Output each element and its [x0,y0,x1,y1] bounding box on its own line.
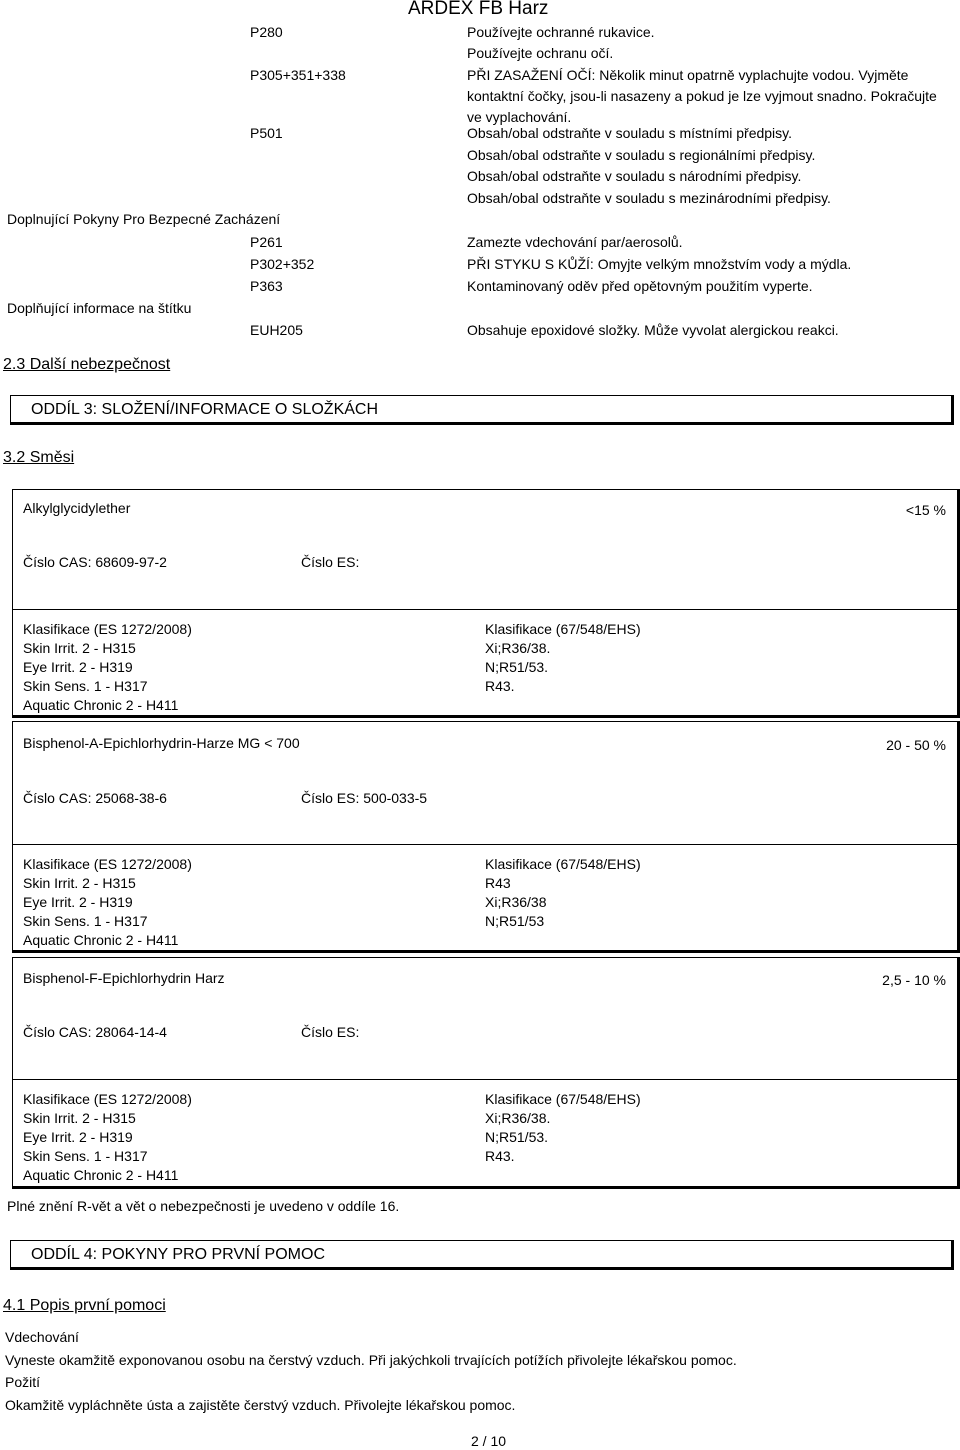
es-number: Číslo ES: [301,554,360,570]
precaution-text: Obsah/obal odstraňte v souladu s místními předpisy. [467,125,793,141]
supplementary-code: P261 [250,234,283,250]
precaution-text: kontaktní čočky, jsou-li nasazeny a pokud je lze vyjmout snadno. Pokračujte [467,88,937,104]
precaution-code: P501 [250,125,283,141]
clp-item: Aquatic Chronic 2 - H411 [23,697,179,713]
page-number: 2 / 10 [471,1433,507,1449]
dsd-item: R43. [485,678,515,694]
mixtures-heading: 3.2 Směsi [3,449,75,466]
precaution-text: Používejte ochranné rukavice. [467,24,655,40]
dsd-item: Xi;R36/38. [485,640,551,656]
document-title: ARDEX FB Harz [408,0,549,19]
precaution-text: Obsah/obal odstraňte v souladu s regionálními předpisy. [467,147,816,163]
dsd-item: Xi;R36/38 [485,894,547,910]
clp-heading: Klasifikace (ES 1272/2008) [23,856,192,872]
substance-name: Alkylglycidylether [23,500,131,516]
dsd-item: Xi;R36/38. [485,1110,551,1126]
precaution-code: P305+351+338 [250,67,346,83]
label-info-text: Obsahuje epoxidové složky. Může vyvolat alergickou reakci. [467,322,839,338]
inhalation-label: Vdechování [5,1329,79,1345]
precaution-text: Obsah/obal odstraňte v souladu s národními předpisy. [467,168,802,184]
clp-item: Eye Irrit. 2 - H319 [23,894,133,910]
clp-item: Skin Irrit. 2 - H315 [23,875,136,891]
clp-item: Aquatic Chronic 2 - H411 [23,1167,179,1183]
substance-percent: 2,5 - 10 % [882,972,946,988]
label-info-label: Doplňující informace na štítku [7,300,192,316]
clp-item: Eye Irrit. 2 - H319 [23,659,133,675]
substance-percent: 20 - 50 % [886,737,946,753]
precaution-code: P280 [250,24,283,40]
section-4-title: ODDÍL 4: POKYNY PRO PRVNÍ POMOC [31,1246,325,1263]
label-info-code: EUH205 [250,322,303,338]
dsd-item: N;R51/53. [485,1129,549,1145]
clp-item: Aquatic Chronic 2 - H411 [23,932,179,948]
section-3-title: ODDÍL 3: SLOŽENÍ/INFORMACE O SLOŽKÁCH [31,401,379,418]
precaution-text: ve vyplachování. [467,109,572,125]
clp-item: Skin Sens. 1 - H317 [23,913,148,929]
supplementary-text: PŘI STYKU S KŮŽÍ: Omyjte velkým množstvím vody a mýdla. [467,256,852,272]
supplementary-text: Zamezte vdechování par/aerosolů. [467,234,683,250]
supplementary-label: Doplnující Pokyny Pro Bezpecné Zacházení [7,211,281,227]
es-number: Číslo ES: [301,1024,360,1040]
clp-item: Skin Sens. 1 - H317 [23,1148,148,1164]
dsd-heading: Klasifikace (67/548/EHS) [485,1091,641,1107]
dsd-item: N;R51/53. [485,659,549,675]
other-hazards-heading: 2.3 Další nebezpečnost [3,356,171,373]
dsd-heading: Klasifikace (67/548/EHS) [485,856,641,872]
divider [12,609,960,610]
ingestion-label: Požití [5,1374,41,1390]
clp-item: Skin Irrit. 2 - H315 [23,640,136,656]
divider [12,1079,960,1080]
precaution-text: Obsah/obal odstraňte v souladu s mezinárodními předpisy. [467,190,831,206]
dsd-item: N;R51/53 [485,913,545,929]
cas-number: Číslo CAS: 25068-38-6 [23,790,167,806]
section-3-header [10,395,954,425]
supplementary-code: P302+352 [250,256,315,272]
divider [12,844,960,845]
precaution-text: PŘI ZASAŽENÍ OČÍ: Několik minut opatrně vyplachujte vodou. Vyjměte [467,67,909,83]
clp-item: Skin Irrit. 2 - H315 [23,1110,136,1126]
first-aid-heading: 4.1 Popis první pomoci [3,1297,166,1314]
ingestion-text: Okamžitě vypláchněte ústa a zajistěte čerstvý vzduch. Přivolejte lékařskou pomoc. [5,1397,516,1413]
es-number: Číslo ES: 500-033-5 [301,790,428,806]
substance-name: Bisphenol-F-Epichlorhydrin Harz [23,970,225,986]
precaution-text: Používejte ochranu očí. [467,45,614,61]
dsd-item: R43. [485,1148,515,1164]
section-4-header [10,1240,954,1270]
dsd-item: R43 [485,875,511,891]
supplementary-code: P363 [250,278,283,294]
cas-number: Číslo CAS: 28064-14-4 [23,1024,167,1040]
inhalation-text: Vyneste okamžitě exponovanou osobu na čerstvý vzduch. Při jakýchkoli trvajících potížích přivolejte lékařskou pomoc. [5,1352,737,1368]
supplementary-text: Kontaminovaný oděv před opětovným použitím vyperte. [467,278,813,294]
cas-number: Číslo CAS: 68609-97-2 [23,554,167,570]
clp-heading: Klasifikace (ES 1272/2008) [23,621,192,637]
clp-item: Skin Sens. 1 - H317 [23,678,148,694]
substance-name: Bisphenol-A-Epichlorhydrin-Harze MG < 700 [23,735,300,751]
footnote: Plné znění R-vět a vět o nebezpečnosti je uvedeno v oddíle 16. [7,1198,400,1214]
clp-item: Eye Irrit. 2 - H319 [23,1129,133,1145]
dsd-heading: Klasifikace (67/548/EHS) [485,621,641,637]
clp-heading: Klasifikace (ES 1272/2008) [23,1091,192,1107]
substance-percent: <15 % [905,502,946,518]
